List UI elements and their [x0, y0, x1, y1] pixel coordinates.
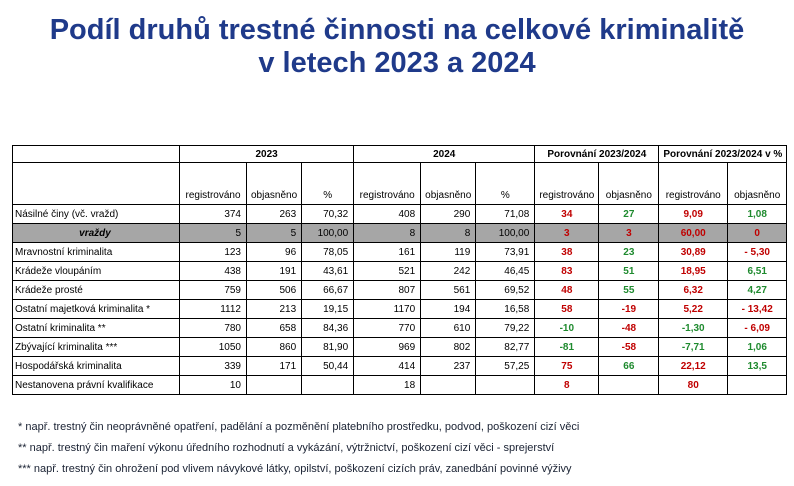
- cell-registered-diff-percent: -7,71: [659, 338, 728, 357]
- cell-solved-2023: 191: [247, 262, 302, 281]
- cell-percent-2023: 81,90: [302, 338, 354, 357]
- group-header-comparison-percent: Porovnání 2023/2024 v %: [659, 146, 787, 163]
- cell-solved-diff: -48: [599, 319, 659, 338]
- row-label: Nestanovena právní kvalifikace: [13, 376, 180, 395]
- cell-registered-2024: 770: [354, 319, 421, 338]
- table-row: [13, 376, 787, 395]
- cell-registered-diff-percent: 80: [659, 376, 728, 395]
- subheader-percent-2024: %: [476, 163, 535, 205]
- cell-percent-2024: 71,08: [476, 205, 535, 224]
- subheader-registered-diff-percent: registrováno: [659, 163, 728, 205]
- row-label: Mravnostní kriminalita: [13, 243, 180, 262]
- cell-registered-2024: 807: [354, 281, 421, 300]
- cell-registered-2024: 969: [354, 338, 421, 357]
- cell-registered-diff: 58: [535, 300, 599, 319]
- cell-registered-diff: 34: [535, 205, 599, 224]
- table-row: [13, 281, 787, 300]
- cell-percent-2024: 69,52: [476, 281, 535, 300]
- table-row: [13, 262, 787, 281]
- cell-solved-2023: 860: [247, 338, 302, 357]
- table-row: [13, 338, 787, 357]
- title-line-1: Podíl druhů trestné činnosti na celkové kriminalitě: [49, 14, 745, 46]
- cell-solved-diff-percent: [728, 376, 787, 395]
- cell-solved-2024: 290: [421, 205, 476, 224]
- cell-percent-2024: 57,25: [476, 357, 535, 376]
- cell-solved-2023: 506: [247, 281, 302, 300]
- cell-registered-2023: 339: [180, 357, 247, 376]
- cell-solved-diff: 55: [599, 281, 659, 300]
- row-label: Krádeže prosté: [13, 281, 180, 300]
- cell-registered-diff: -10: [535, 319, 599, 338]
- table-row: [13, 357, 787, 376]
- cell-percent-2023: 50,44: [302, 357, 354, 376]
- cell-solved-diff-percent: 1,08: [728, 205, 787, 224]
- cell-registered-2023: 5: [180, 224, 247, 243]
- subheader-solved-2023: objasněno: [247, 163, 302, 205]
- row-label: Zbývající kriminalita ***: [13, 338, 180, 357]
- subheader-solved-2024: objasněno: [421, 163, 476, 205]
- cell-registered-diff-percent: 5,22: [659, 300, 728, 319]
- cell-registered-diff: 83: [535, 262, 599, 281]
- row-label: vraždy: [13, 224, 180, 243]
- cell-solved-diff-percent: 4,27: [728, 281, 787, 300]
- title-line-2: v letech 2023 a 2024: [258, 47, 536, 79]
- group-header-comparison: Porovnání 2023/2024: [535, 146, 659, 163]
- cell-solved-diff-percent: 0: [728, 224, 787, 243]
- cell-registered-2024: 18: [354, 376, 421, 395]
- cell-solved-2024: 802: [421, 338, 476, 357]
- cell-solved-diff: -58: [599, 338, 659, 357]
- table-row: [13, 300, 787, 319]
- cell-percent-2023: 84,36: [302, 319, 354, 338]
- cell-percent-2024: 100,00: [476, 224, 535, 243]
- footnote-3: *** např. trestný čin ohrožení pod vlivem návykové látky, opilství, poškození cizích práv, zanedbání povinné výživy: [18, 463, 572, 475]
- cell-registered-diff-percent: -1,30: [659, 319, 728, 338]
- cell-solved-diff-percent: - 13,42: [728, 300, 787, 319]
- cell-registered-2023: 780: [180, 319, 247, 338]
- footnote-2: ** např. trestný čin maření výkonu úředního rozhodnutí a vykázání, výtržnictví, poškození cizí věci - sprejerství: [18, 442, 555, 454]
- table-subheader-row: [13, 163, 787, 205]
- cell-percent-2024: 73,91: [476, 243, 535, 262]
- cell-registered-2023: 123: [180, 243, 247, 262]
- cell-percent-2024: 82,77: [476, 338, 535, 357]
- cell-registered-2024: 161: [354, 243, 421, 262]
- cell-registered-2024: 521: [354, 262, 421, 281]
- cell-registered-diff-percent: 60,00: [659, 224, 728, 243]
- cell-registered-diff: 8: [535, 376, 599, 395]
- cell-solved-2024: 242: [421, 262, 476, 281]
- cell-registered-diff-percent: 30,89: [659, 243, 728, 262]
- cell-registered-2024: 414: [354, 357, 421, 376]
- subheader-percent-2023: %: [302, 163, 354, 205]
- cell-registered-2023: 438: [180, 262, 247, 281]
- cell-registered-2023: 1112: [180, 300, 247, 319]
- table-group-header-row: [13, 146, 787, 163]
- cell-registered-2024: 408: [354, 205, 421, 224]
- cell-solved-diff-percent: 13,5: [728, 357, 787, 376]
- cell-registered-diff: 3: [535, 224, 599, 243]
- subheader-solved-diff-percent: objasněno: [728, 163, 787, 205]
- table-row: [13, 205, 787, 224]
- footnotes: [18, 417, 788, 480]
- subheader-registered-2023: registrováno: [180, 163, 247, 205]
- cell-solved-2024: 561: [421, 281, 476, 300]
- group-header-2024: 2024: [354, 146, 535, 163]
- row-label: Ostatní majetková kriminalita *: [13, 300, 180, 319]
- cell-registered-2024: 8: [354, 224, 421, 243]
- crime-statistics-table: [12, 145, 787, 395]
- cell-registered-diff-percent: 9,09: [659, 205, 728, 224]
- cell-percent-2024: 79,22: [476, 319, 535, 338]
- cell-solved-diff: 27: [599, 205, 659, 224]
- cell-solved-diff-percent: 6,51: [728, 262, 787, 281]
- cell-solved-2023: 5: [247, 224, 302, 243]
- cell-registered-diff: 38: [535, 243, 599, 262]
- cell-solved-2023: 213: [247, 300, 302, 319]
- cell-percent-2023: 19,15: [302, 300, 354, 319]
- row-label: Násilné činy (vč. vražd): [13, 205, 180, 224]
- cell-registered-diff-percent: 6,32: [659, 281, 728, 300]
- cell-solved-2023: [247, 376, 302, 395]
- subheader-registered-2024: registrováno: [354, 163, 421, 205]
- cell-solved-2024: 610: [421, 319, 476, 338]
- row-label: Krádeže vloupáním: [13, 262, 180, 281]
- group-header-2023: 2023: [180, 146, 354, 163]
- cell-solved-diff: [599, 376, 659, 395]
- cell-percent-2023: 70,32: [302, 205, 354, 224]
- cell-solved-2023: 96: [247, 243, 302, 262]
- cell-percent-2023: 66,67: [302, 281, 354, 300]
- cell-registered-diff: -81: [535, 338, 599, 357]
- cell-solved-2023: 658: [247, 319, 302, 338]
- cell-solved-diff-percent: 1,06: [728, 338, 787, 357]
- cell-solved-2024: 8: [421, 224, 476, 243]
- cell-percent-2023: 78,05: [302, 243, 354, 262]
- cell-registered-diff-percent: 22,12: [659, 357, 728, 376]
- cell-registered-diff-percent: 18,95: [659, 262, 728, 281]
- table-row: [13, 224, 787, 243]
- table-row: [13, 319, 787, 338]
- subheader-registered-diff: registrováno: [535, 163, 599, 205]
- cell-percent-2024: 16,58: [476, 300, 535, 319]
- footnote-1: * např. trestný čin neoprávněné opatření, padělání a pozměnění platebního prostředku, podvod, poškození cizí věci: [18, 421, 580, 433]
- cell-solved-2024: [421, 376, 476, 395]
- cell-solved-diff: 51: [599, 262, 659, 281]
- cell-solved-diff: -19: [599, 300, 659, 319]
- cell-registered-2024: 1170: [354, 300, 421, 319]
- cell-solved-2024: 237: [421, 357, 476, 376]
- page-title: [0, 14, 794, 80]
- header-blank-cell: [13, 146, 180, 163]
- cell-registered-2023: 1050: [180, 338, 247, 357]
- cell-solved-diff: 66: [599, 357, 659, 376]
- subheader-blank-cell: [13, 163, 180, 205]
- cell-solved-2023: 171: [247, 357, 302, 376]
- cell-registered-diff: 48: [535, 281, 599, 300]
- cell-percent-2024: [476, 376, 535, 395]
- cell-percent-2024: 46,45: [476, 262, 535, 281]
- cell-solved-diff: 23: [599, 243, 659, 262]
- cell-solved-diff-percent: - 6,09: [728, 319, 787, 338]
- cell-registered-diff: 75: [535, 357, 599, 376]
- subheader-solved-diff: objasněno: [599, 163, 659, 205]
- cell-solved-2023: 263: [247, 205, 302, 224]
- row-label: Ostatní kriminalita **: [13, 319, 180, 338]
- cell-registered-2023: 374: [180, 205, 247, 224]
- cell-registered-2023: 10: [180, 376, 247, 395]
- cell-solved-2024: 194: [421, 300, 476, 319]
- cell-solved-diff: 3: [599, 224, 659, 243]
- cell-percent-2023: 43,61: [302, 262, 354, 281]
- cell-percent-2023: 100,00: [302, 224, 354, 243]
- cell-solved-2024: 119: [421, 243, 476, 262]
- row-label: Hospodářská kriminalita: [13, 357, 180, 376]
- cell-solved-diff-percent: - 5,30: [728, 243, 787, 262]
- cell-registered-2023: 759: [180, 281, 247, 300]
- cell-percent-2023: [302, 376, 354, 395]
- table-row: [13, 243, 787, 262]
